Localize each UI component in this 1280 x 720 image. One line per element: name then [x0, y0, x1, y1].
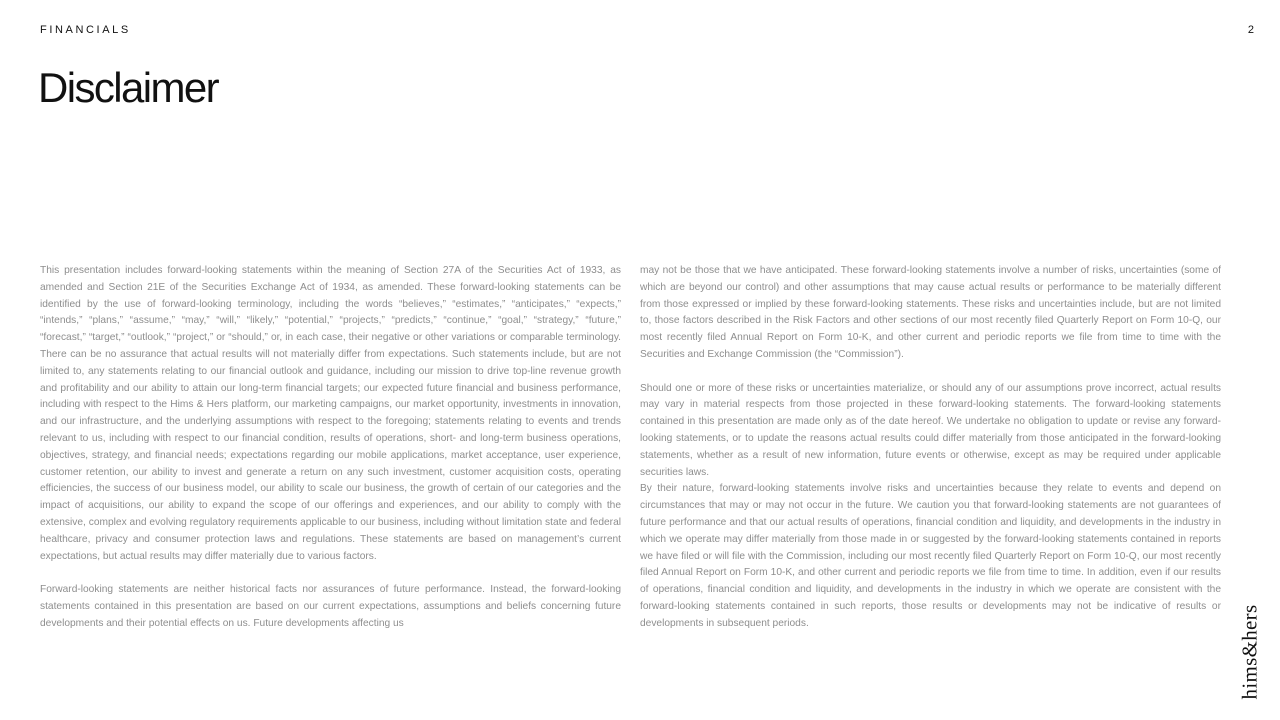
disclaimer-body — [40, 263, 1221, 649]
page-number: 2 — [1247, 24, 1254, 36]
paragraph: This presentation includes forward-looking statements within the meaning of Section 27A of the Securities Act of 1933, as amended and Section 21E of the Securities Exchange Act of 1934, as amended. These forward-looking statements can be identified by the use of forward-looking terminology, including the words “believes,” “estimates,” “anticipates,” “expects,” “intends,” “plans,” “assume,” “may,” “will,” “likely,” “potential,” “projects,” “predicts,” “continue,” “goal,” “strategy,” “future,” “forecast,” “target,” “outlook,” “project,” or “should,” or, in each case, their negative or other variations or comparable terminology. There can be no assurance that actual results will not materially differ from expectations. Such statements include, but are not limited to, any statements relating to our financial outlook and guidance, including our mission to drive top-line revenue growth and profitability and our ability to attain our long-term financial targets; our expected future financial and business performance, including with respect to the Hims & Hers platform, our marketing campaigns, our market opportunity, investments in innovation, and our infrastructure, and the underlying assumptions with respect to the foregoing; statements relating to events and trends relevant to us, including with respect to our financial condition, results of operations, short- and long-term business operations, objectives, strategy, and financial needs; expectations regarding our mobile applications, market acceptance, user experience, customer retention, our ability to invest and generate a return on any such investment, customer acquisition costs, operating efficiencies, the success of our business model, our ability to scale our business, the growth of certain of our categories and the impact of acquisitions, our ability to expand the scope of our offerings and experiences, and our ability to comply with the extensive, complex and evolving regulatory requirements applicable to our business, including without limitation state and federal healthcare, privacy and consumer protection laws and regulations. These statements are based on management’s current expectations, but actual results may differ materially due to various factors. — [40, 265, 621, 562]
brand-logo-text: hims&hers — [1237, 604, 1262, 700]
page-title: Disclaimer — [38, 64, 219, 111]
paragraph: Forward-looking statements are neither historical facts nor assurances of future performance. Instead, the forward-looking statements contained in this presentation are based on our current expectations, assumptions and beliefs concerning future developments and their potential effects on us. Future developments affecting us — [40, 584, 621, 629]
paragraph: Should one or more of these risks or uncertainties materialize, or should any of our assumptions prove incorrect, actual results may vary in material respects from those projected in these forward-looking statements. The forward-looking statements contained in this presentation are made only as of the date hereof. We undertake no obligation to update or revise any forward-looking statements, or to update the reasons actual results could differ materially from those anticipated in the forward-looking statements, whether as a result of new information, future events or otherwise, except as may be required under applicable securities laws. — [640, 382, 1221, 478]
right-column — [640, 263, 1221, 649]
left-column — [40, 263, 621, 649]
paragraph: may not be those that we have anticipated. These forward-looking statements involve a number of risks, uncertainties (some of which are beyond our control) and other assumptions that may cause actual results or performance to be materially different from those expressed or implied by these forward-looking statements. These risks and uncertainties include, but are not limited to, those factors described in the Risk Factors and other sections of our most recently filed Quarterly Report on Form 10-Q, our most recently filed Annual Report on Form 10-K, and other current and periodic reports we file from time to time with the Securities and Exchange Commission (the “Commission”). — [640, 265, 1221, 360]
section-label: FINANCIALS — [40, 24, 131, 36]
brand-logo — [1222, 602, 1278, 702]
paragraph: By their nature, forward-looking statements involve risks and uncertainties because they relate to events and depend on circumstances that may or may not occur in the future. We caution you that forward-looking statements are not guarantees of future performance and that our actual results of operations, financial condition and liquidity, and developments in the industry in which we operate may differ materially from those made in or suggested by the forward-looking statements contained in reports we have filed or will file with the Commission, including our most recently filed Quarterly Report on Form 10-Q, our most recently filed Annual Report on Form 10-K, and other current and periodic reports we file from time to time. In addition, even if our results of operations, financial condition and liquidity, and developments in the industry in which we operate are consistent with the forward-looking statements contained in such reports, those results or developments may not be indicative of results or developments in subsequent periods. — [640, 483, 1221, 629]
